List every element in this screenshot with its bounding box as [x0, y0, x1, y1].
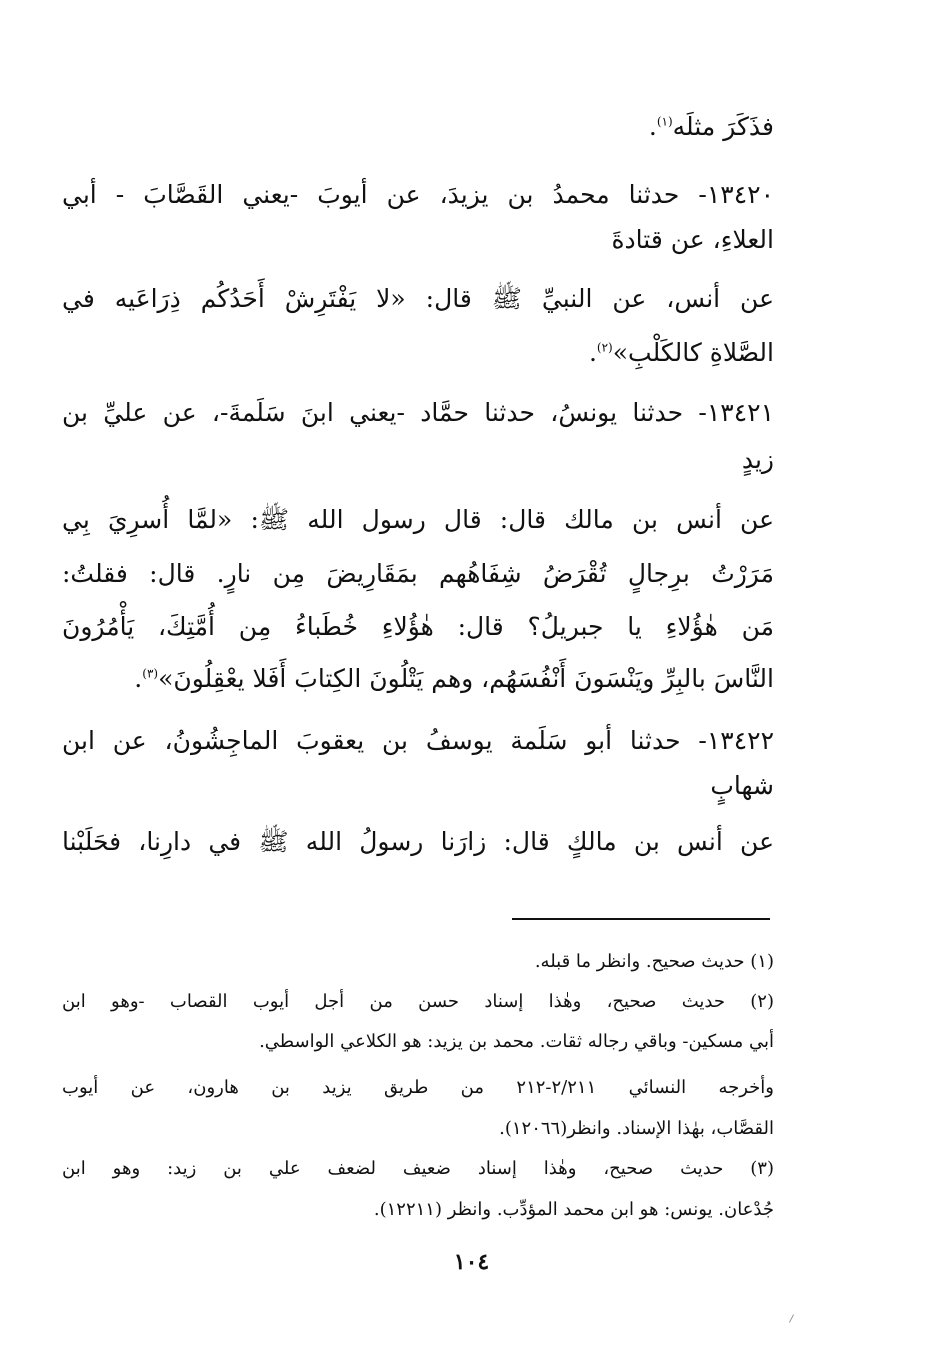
- main-text: ١٣٤٢٢- حدثنا أبو سَلَمة يوسفُ بن يعقوبَ الماجِشُونُ، عن ابن: [62, 726, 774, 755]
- footnote-text: (٣) حديث صحيح، وهٰذا إسناد ضعيف لضعف علي بن زيد: وهو ابن: [62, 1158, 774, 1179]
- footnote-text: (١) حديث صحيح. وانظر ما قبله.: [534, 951, 774, 972]
- main-text: عن أنس بن مالك قال: قال رسول الله ﷺ: «لمَّا أُسرِيَ بِي: [62, 505, 774, 534]
- hadith-13421-matn-2: [62, 559, 774, 588]
- main-text: النَّاسَ بالبِرِّ ويَنْسَونَ أَنْفُسَهُم، وهم يَتْلُونَ الكِتابَ أَفَلا يعْقِلُونَ»: [158, 664, 774, 693]
- main-text: زيدٍ: [741, 445, 774, 474]
- footnote-2-line-2: [62, 1031, 774, 1052]
- main-text: العلاءِ، عن قتادةَ: [611, 225, 774, 254]
- footnote-text: (٢) حديث صحيح، وهٰذا إسناد حسن من أجل أيوب القصاب -وهو ابن: [62, 991, 774, 1012]
- hadith-13421-isnad: [62, 398, 774, 427]
- footnote-2-line-4: [62, 1118, 774, 1139]
- hadith-13422-matn: [62, 826, 774, 863]
- footnote-2-line-1: [62, 991, 774, 1012]
- main-text: مَرَرْتُ برِجالٍ تُقْرَضُ شِفَاهُهم بمَقَارِيضَ مِن نارٍ. قال: فقلتُ:: [62, 559, 774, 588]
- footnote-text: أبي مسكين- وباقي رجاله ثقات. محمد بن يزيد: هو الكلاعي الواسطي.: [259, 1031, 774, 1052]
- footnote-marker: (٢): [596, 340, 613, 355]
- footnote-text: القصَّاب، بهٰذا الإسناد. وانظر(١٢٠٦٦).: [499, 1118, 774, 1139]
- page-number: ١٠٤: [453, 1249, 490, 1275]
- hadith-13420-isnad: [62, 180, 774, 209]
- footnote-separator: [512, 918, 770, 920]
- footnote-3-line-1: [62, 1158, 774, 1179]
- main-text: فذَكَرَ مثلَه: [672, 112, 774, 141]
- main-text: مَن هٰؤُلاءِ يا جبريلُ؟ قال: هٰؤُلاءِ خُطَباءُ مِن أُمَّتِكَ، يَأْمُرُونَ: [62, 612, 774, 641]
- main-text: ١٣٤٢١- حدثنا يونسُ، حدثنا حمَّاد -يعني ابنَ سَلَمةَ-، عن عليِّ بن: [62, 398, 774, 427]
- hadith-13421-matn-1: [62, 504, 774, 541]
- line-fadhakara: [62, 112, 774, 141]
- punctuation: .: [588, 338, 597, 367]
- scan-speck: [789, 1314, 794, 1322]
- hadith-13422-isnad-end: [62, 771, 774, 800]
- hadith-13421-isnad-end: [62, 445, 774, 474]
- punctuation: .: [134, 664, 143, 693]
- hadith-13420-isnad-end: [62, 225, 774, 254]
- footnote-3-line-2: [62, 1199, 774, 1220]
- hadith-13421-matn-4: [62, 664, 774, 693]
- footnote-text: وأخرجه النسائي ٢/٢١١-٢١٢ من طريق يزيد بن هارون، عن أيوب: [62, 1077, 775, 1098]
- main-text: عن أنس بن مالكٍ قال: زارَنا رسولُ الله ﷺ في دارِنا، فحَلَبْنا: [62, 827, 774, 856]
- footnote-2-line-3: [62, 1077, 774, 1098]
- footnote-text: جُدْعان. يونس: هو ابن محمد المؤدِّب. وانظر (١٢٢١١).: [373, 1199, 774, 1220]
- main-text: عن أنس، عن النبيِّ ﷺ قال: «لا يَفْتَرِشْ أَحَدُكُم ذِرَاعَيه في: [62, 284, 774, 313]
- hadith-13420-matn: [62, 283, 774, 320]
- main-text: ١٣٤٢٠- حدثنا محمدُ بن يزيدَ، عن أيوبَ -يعني القَصَّابَ - أبي: [62, 180, 774, 209]
- hadith-13420-matn-end: [62, 338, 774, 367]
- main-text: شهابٍ: [710, 771, 774, 800]
- hadith-13422-isnad: [62, 726, 774, 755]
- punctuation: .: [648, 112, 657, 141]
- footnote-marker: (٣): [142, 666, 159, 681]
- footnote-1: [62, 951, 774, 972]
- footnote-marker: (١): [656, 114, 673, 129]
- main-text: الصَّلاةِ كالكَلْبِ»: [612, 338, 774, 367]
- hadith-13421-matn-3: [62, 612, 774, 641]
